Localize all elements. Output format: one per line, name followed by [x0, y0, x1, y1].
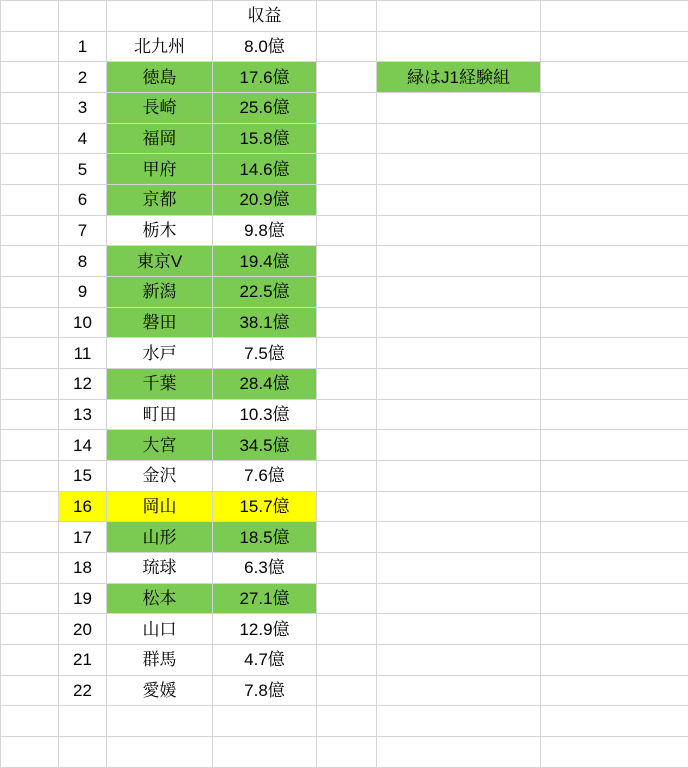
empty-cell[interactable] [107, 706, 213, 737]
column-header-rank[interactable] [59, 1, 107, 32]
cell-team[interactable]: 新潟 [107, 277, 213, 308]
empty-cell[interactable] [541, 31, 688, 62]
empty-cell[interactable] [377, 277, 541, 308]
empty-cell[interactable] [541, 399, 688, 430]
table-row [1, 1, 688, 32]
empty-cell[interactable] [541, 62, 688, 93]
cell-revenue[interactable]: 20.9億 [213, 185, 317, 216]
cell-revenue[interactable]: 9.8億 [213, 215, 317, 246]
empty-cell[interactable] [213, 737, 317, 768]
empty-cell[interactable] [1, 461, 59, 492]
cell-revenue[interactable]: 25.6億 [213, 93, 317, 124]
cell-team[interactable]: 群馬 [107, 645, 213, 676]
empty-cell[interactable] [1, 277, 59, 308]
table-row [1, 307, 688, 338]
cell-revenue[interactable]: 8.0億 [213, 31, 317, 62]
empty-cell[interactable] [541, 123, 688, 154]
empty-cell[interactable] [377, 645, 541, 676]
empty-cell[interactable] [541, 246, 688, 277]
empty-cell[interactable] [1, 675, 59, 706]
empty-cell[interactable] [1, 215, 59, 246]
empty-cell[interactable] [377, 154, 541, 185]
empty-cell[interactable] [1, 123, 59, 154]
cell-revenue[interactable]: 27.1億 [213, 583, 317, 614]
empty-cell[interactable] [541, 1, 688, 32]
table-row [1, 123, 688, 154]
empty-cell[interactable] [107, 737, 213, 768]
empty-cell[interactable] [1, 553, 59, 584]
empty-cell[interactable] [541, 338, 688, 369]
empty-cell[interactable] [317, 154, 377, 185]
cell-team[interactable]: 水戸 [107, 338, 213, 369]
empty-cell[interactable] [377, 123, 541, 154]
empty-cell[interactable] [377, 614, 541, 645]
empty-cell[interactable] [1, 62, 59, 93]
legend-note[interactable]: 緑はJ1経験組 [377, 62, 541, 93]
table-row [1, 430, 688, 461]
table-row [1, 553, 688, 584]
table-row [1, 154, 688, 185]
empty-cell[interactable] [1, 246, 59, 277]
empty-cell[interactable] [377, 93, 541, 124]
cell-rank[interactable]: 4 [59, 123, 107, 154]
empty-cell[interactable] [317, 399, 377, 430]
empty-cell[interactable] [317, 522, 377, 553]
empty-cell[interactable] [377, 1, 541, 32]
cell-revenue[interactable]: 34.5億 [213, 430, 317, 461]
empty-cell[interactable] [317, 31, 377, 62]
empty-cell[interactable] [541, 675, 688, 706]
empty-cell[interactable] [377, 215, 541, 246]
empty-cell[interactable] [213, 706, 317, 737]
empty-cell[interactable] [541, 154, 688, 185]
cell-revenue[interactable]: 6.3億 [213, 553, 317, 584]
table-row [1, 246, 688, 277]
empty-cell[interactable] [1, 369, 59, 400]
cell-team[interactable]: 徳島 [107, 62, 213, 93]
table-row [1, 583, 688, 614]
empty-cell[interactable] [377, 307, 541, 338]
cell-team[interactable]: 栃木 [107, 215, 213, 246]
empty-cell[interactable] [317, 307, 377, 338]
empty-cell[interactable] [541, 645, 688, 676]
cell-team[interactable]: 磐田 [107, 307, 213, 338]
empty-cell[interactable] [317, 675, 377, 706]
empty-cell[interactable] [317, 93, 377, 124]
cell-rank[interactable]: 15 [59, 461, 107, 492]
empty-cell[interactable] [541, 215, 688, 246]
empty-cell[interactable] [541, 185, 688, 216]
cell-rank[interactable]: 18 [59, 553, 107, 584]
empty-cell[interactable] [1, 338, 59, 369]
cell-rank[interactable]: 3 [59, 93, 107, 124]
empty-cell[interactable] [317, 1, 377, 32]
cell-rank[interactable]: 20 [59, 614, 107, 645]
empty-cell[interactable] [1, 737, 59, 768]
cell-rank[interactable]: 17 [59, 522, 107, 553]
empty-cell[interactable] [317, 645, 377, 676]
cell-revenue[interactable]: 15.8億 [213, 123, 317, 154]
cell-team[interactable]: 町田 [107, 399, 213, 430]
cell-rank[interactable]: 6 [59, 185, 107, 216]
empty-cell[interactable] [541, 553, 688, 584]
cell-team[interactable]: 岡山 [107, 491, 213, 522]
empty-cell[interactable] [1, 583, 59, 614]
cell-revenue[interactable]: 7.8億 [213, 675, 317, 706]
empty-cell[interactable] [377, 461, 541, 492]
empty-cell[interactable] [317, 185, 377, 216]
empty-cell[interactable] [317, 583, 377, 614]
empty-cell[interactable] [1, 154, 59, 185]
empty-cell[interactable] [317, 246, 377, 277]
table-row [1, 706, 688, 737]
cell-rank[interactable]: 14 [59, 430, 107, 461]
empty-cell[interactable] [541, 614, 688, 645]
cell-team[interactable]: 長崎 [107, 93, 213, 124]
table-row [1, 675, 688, 706]
empty-cell[interactable] [541, 461, 688, 492]
empty-cell[interactable] [317, 62, 377, 93]
cell-rank[interactable]: 11 [59, 338, 107, 369]
cell-team[interactable]: 千葉 [107, 369, 213, 400]
empty-cell[interactable] [377, 246, 541, 277]
cell-team[interactable]: 琉球 [107, 553, 213, 584]
empty-cell[interactable] [541, 706, 688, 737]
cell-rank[interactable]: 12 [59, 369, 107, 400]
cell-team[interactable]: 福岡 [107, 123, 213, 154]
cell-team[interactable]: 東京V [107, 246, 213, 277]
empty-cell[interactable] [377, 430, 541, 461]
empty-cell[interactable] [541, 522, 688, 553]
empty-cell[interactable] [317, 277, 377, 308]
cell-rank[interactable]: 16 [59, 491, 107, 522]
empty-cell[interactable] [317, 369, 377, 400]
empty-cell[interactable] [377, 522, 541, 553]
table-row [1, 737, 688, 768]
cell-rank[interactable]: 7 [59, 215, 107, 246]
cell-team[interactable]: 愛媛 [107, 675, 213, 706]
cell-revenue[interactable]: 15.7億 [213, 491, 317, 522]
empty-cell[interactable] [59, 706, 107, 737]
empty-cell[interactable] [541, 307, 688, 338]
empty-cell[interactable] [541, 93, 688, 124]
cell-team[interactable]: 甲府 [107, 154, 213, 185]
empty-cell[interactable] [1, 706, 59, 737]
empty-cell[interactable] [377, 553, 541, 584]
table-row [1, 277, 688, 308]
cell-rank[interactable]: 13 [59, 399, 107, 430]
table-row [1, 31, 688, 62]
cell-revenue[interactable]: 17.6億 [213, 62, 317, 93]
empty-cell[interactable] [1, 185, 59, 216]
empty-cell[interactable] [377, 583, 541, 614]
empty-cell[interactable] [1, 93, 59, 124]
table-row [1, 185, 688, 216]
cell-revenue[interactable]: 19.4億 [213, 246, 317, 277]
table-row [1, 491, 688, 522]
table-row [1, 369, 688, 400]
table-row [1, 62, 688, 93]
cell-revenue[interactable]: 4.7億 [213, 645, 317, 676]
cell-rank[interactable]: 9 [59, 277, 107, 308]
empty-cell[interactable] [1, 430, 59, 461]
cell-revenue[interactable]: 38.1億 [213, 307, 317, 338]
table-row [1, 215, 688, 246]
table-row [1, 338, 688, 369]
cell-team[interactable]: 北九州 [107, 31, 213, 62]
cell-rank[interactable]: 19 [59, 583, 107, 614]
empty-cell[interactable] [317, 430, 377, 461]
cell-team[interactable]: 山口 [107, 614, 213, 645]
empty-cell[interactable] [377, 491, 541, 522]
empty-cell[interactable] [1, 31, 59, 62]
empty-cell[interactable] [1, 645, 59, 676]
table-row [1, 522, 688, 553]
cell-rank[interactable]: 5 [59, 154, 107, 185]
empty-cell[interactable] [541, 583, 688, 614]
empty-cell[interactable] [59, 737, 107, 768]
cell-team[interactable]: 大宮 [107, 430, 213, 461]
column-header-revenue[interactable]: 収益 [213, 1, 317, 32]
empty-cell[interactable] [377, 369, 541, 400]
empty-cell[interactable] [377, 706, 541, 737]
empty-cell[interactable] [377, 185, 541, 216]
cell-rank[interactable]: 8 [59, 246, 107, 277]
empty-cell[interactable] [1, 307, 59, 338]
table-row [1, 93, 688, 124]
empty-cell[interactable] [377, 399, 541, 430]
empty-cell[interactable] [317, 614, 377, 645]
empty-cell[interactable] [1, 614, 59, 645]
empty-cell[interactable] [317, 338, 377, 369]
cell-revenue[interactable]: 7.5億 [213, 338, 317, 369]
cell-rank[interactable]: 22 [59, 675, 107, 706]
empty-cell[interactable] [1, 491, 59, 522]
cell-rank[interactable]: 1 [59, 31, 107, 62]
table-row [1, 645, 688, 676]
empty-cell[interactable] [1, 1, 59, 32]
empty-cell[interactable] [1, 399, 59, 430]
column-header-team[interactable] [107, 1, 213, 32]
empty-cell[interactable] [377, 737, 541, 768]
cell-revenue[interactable]: 18.5億 [213, 522, 317, 553]
table-row [1, 614, 688, 645]
empty-cell[interactable] [317, 706, 377, 737]
empty-cell[interactable] [317, 737, 377, 768]
empty-cell[interactable] [317, 553, 377, 584]
cell-team[interactable]: 京都 [107, 185, 213, 216]
empty-cell[interactable] [317, 215, 377, 246]
empty-cell[interactable] [1, 522, 59, 553]
empty-cell[interactable] [377, 31, 541, 62]
cell-revenue[interactable]: 14.6億 [213, 154, 317, 185]
cell-rank[interactable]: 10 [59, 307, 107, 338]
cell-revenue[interactable]: 12.9億 [213, 614, 317, 645]
cell-revenue[interactable]: 22.5億 [213, 277, 317, 308]
cell-revenue[interactable]: 7.6億 [213, 461, 317, 492]
cell-team[interactable]: 松本 [107, 583, 213, 614]
empty-cell[interactable] [541, 491, 688, 522]
cell-revenue[interactable]: 28.4億 [213, 369, 317, 400]
cell-rank[interactable]: 21 [59, 645, 107, 676]
empty-cell[interactable] [541, 369, 688, 400]
cell-revenue[interactable]: 10.3億 [213, 399, 317, 430]
empty-cell[interactable] [377, 338, 541, 369]
cell-team[interactable]: 金沢 [107, 461, 213, 492]
empty-cell[interactable] [317, 461, 377, 492]
empty-cell[interactable] [317, 491, 377, 522]
table-row [1, 399, 688, 430]
table-row [1, 461, 688, 492]
empty-cell[interactable] [541, 277, 688, 308]
empty-cell[interactable] [541, 430, 688, 461]
empty-cell[interactable] [317, 123, 377, 154]
empty-cell[interactable] [541, 737, 688, 768]
cell-team[interactable]: 山形 [107, 522, 213, 553]
cell-rank[interactable]: 2 [59, 62, 107, 93]
empty-cell[interactable] [377, 675, 541, 706]
